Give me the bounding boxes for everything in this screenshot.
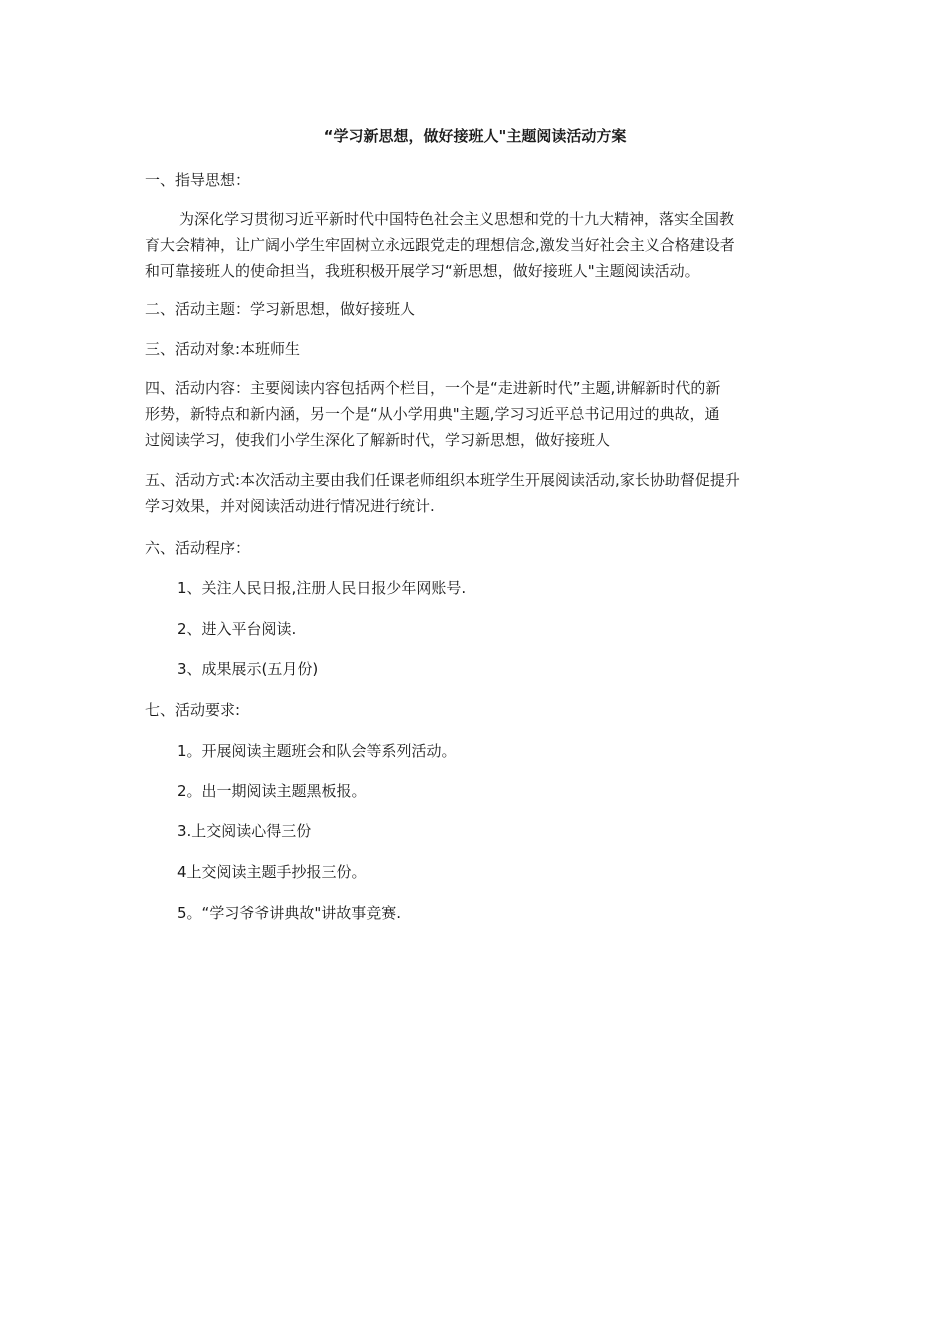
procedure-item: 3、成果展示(五月份) [177,660,319,678]
content-line: 过阅读学习，使我们小学生深化了解新时代，学习新思想，做好接班人 [145,431,611,449]
guiding-paragraph [145,206,810,284]
section-heading-requirements: 七、活动要求: [145,701,241,719]
section-heading-guiding: 一、指导思想： [145,171,251,189]
section-heading-procedure: 六、活动程序： [145,539,251,557]
content-paragraph [145,375,810,453]
requirement-item: 3.上交阅读心得三份 [177,822,312,840]
section-theme: 二、活动主题：学习新思想，做好接班人 [145,300,416,318]
guiding-line: 为深化学习贯彻习近平新时代中国特色社会主义思想和党的十九大精神，落实全国教 [179,210,735,228]
method-paragraph [145,467,810,519]
procedure-item: 1、关注人民日报,注册人民日报少年网账号. [177,579,467,597]
requirement-item: 5。“学习爷爷讲典故"讲故事竞赛. [177,904,401,922]
guiding-line: 和可靠接班人的使命担当，我班积极开展学习“新思想，做好接班人"主题阅读活动。 [145,262,700,280]
requirement-item: 4上交阅读主题手抄报三份。 [177,863,367,881]
document-title: “学习新思想，做好接班人"主题阅读活动方案 [323,127,627,145]
content-line: 形势，新特点和新内涵，另一个是“从小学用典"主题,学习习近平总书记用过的典故，通 [145,405,720,423]
guiding-line: 育大会精神，让广阔小学生牢固树立永远跟党走的理想信念,激发当好社会主义合格建设者 [145,236,735,254]
method-line: 学习效果，并对阅读活动进行情况进行统计. [145,497,435,515]
requirement-item: 2。出一期阅读主题黑板报。 [177,782,367,800]
method-line: 五、活动方式:本次活动主要由我们任课老师组织本班学生开展阅读活动,家长协助督促提升 [145,471,740,489]
content-line: 四、活动内容：主要阅读内容包括两个栏目，一个是“走进新时代”主题,讲解新时代的新 [145,379,721,397]
procedure-item: 2、进入平台阅读. [177,620,297,638]
section-target: 三、活动对象:本班师生 [145,340,301,358]
requirement-item: 1。开展阅读主题班会和队会等系列活动。 [177,742,457,760]
